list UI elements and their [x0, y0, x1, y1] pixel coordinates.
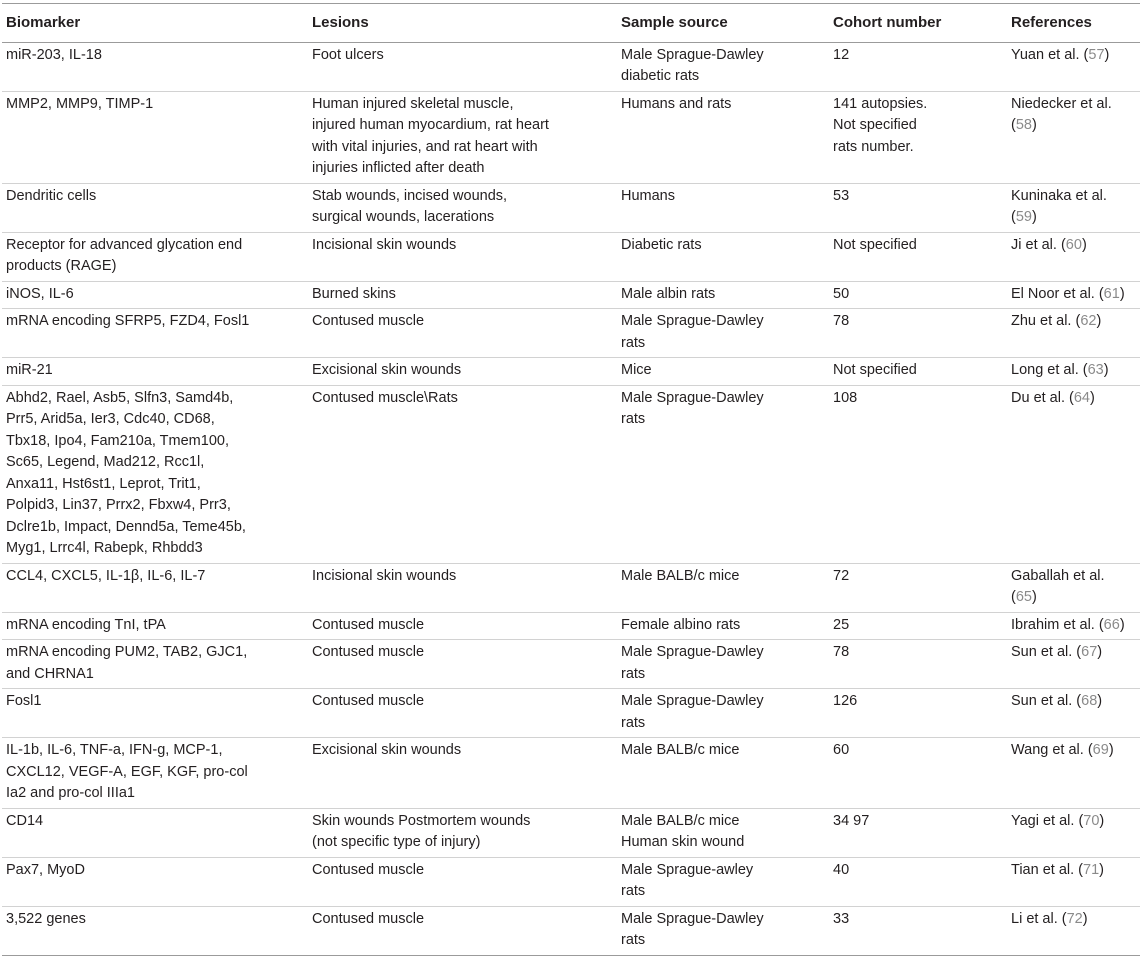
- biomarker-cell: Dendritic cells: [6, 187, 97, 204]
- reference-number-link[interactable]: 71: [1083, 861, 1100, 878]
- reference-authors: Gaballah et al. (: [1011, 567, 1105, 605]
- biomarker-cell: mRNA encoding PUM2, TAB2, GJC1, and CHRNA1: [6, 644, 248, 682]
- reference-authors: Niedecker et al. (: [1011, 95, 1112, 133]
- lesions-cell: Contused muscle: [312, 644, 425, 660]
- reference-number-link[interactable]: 63: [1087, 362, 1104, 378]
- biomarker-cell: miR-203, IL-18: [6, 46, 102, 63]
- biomarker-cell: Abhd2, Rael, Asb5, Slfn3, Samd4b, Prr5, Arid5a, Ier3, Cdc40, CD68, Tbx18, Ipo4, Fam210a, Tmem100, Sc65, Legend, Mad212, Rcc1l, Anxa11, Hst6st1, Leprot, Trit1, Polpid3, Lin37, Prrx2, Fbxw4, Prr3, Dclre1b, Impact, Dennd5a, Teme45b, Myg1, Lrrc4l, Rabepk, Rhbdd3: [6, 389, 246, 556]
- biomarker-cell: 3,522 genes: [6, 910, 86, 927]
- reference-cell: [1007, 232, 1140, 281]
- table-row: [2, 385, 1140, 563]
- table-row: [2, 281, 1140, 309]
- cohort-number-cell: 126: [833, 693, 858, 709]
- cohort-number-cell: 141 autopsies. Not specified rats number.: [833, 95, 928, 155]
- lesions-cell: Foot ulcers: [312, 46, 384, 63]
- table-row: [2, 640, 1140, 689]
- reference-close-paren: ): [1081, 236, 1087, 253]
- lesions-cell: Incisional skin wounds: [312, 567, 457, 584]
- biomarker-table: [2, 3, 1140, 956]
- reference-close-paren: ): [1097, 693, 1103, 709]
- reference-cell: [1007, 183, 1140, 232]
- lesions-cell: Contused muscle: [312, 616, 425, 633]
- reference-authors: Kuninaka et al. (: [1011, 187, 1107, 225]
- lesions-cell: Stab wounds, incised wounds, surgical wounds, lacerations: [312, 187, 508, 225]
- biomarker-cell: IL-1b, IL-6, TNF-a, IFN-g, MCP-1, CXCL12, VEGF-A, EGF, KGF, pro-col Ia2 and pro-col IIIa1: [6, 742, 248, 801]
- table-row: [2, 183, 1140, 232]
- lesions-cell: Contused muscle\Rats: [312, 389, 458, 406]
- lesions-cell: Contused muscle: [312, 693, 425, 709]
- reference-close-paren: ): [1096, 313, 1102, 329]
- reference-authors: Ibrahim et al. (: [1011, 616, 1104, 633]
- reference-cell: [1007, 808, 1140, 857]
- biomarker-cell: mRNA encoding SFRP5, FZD4, Fosl1: [6, 313, 250, 329]
- lesions-cell: Contused muscle: [312, 313, 425, 329]
- sample-source-cell: Male Sprague-Dawley diabetic rats: [621, 46, 764, 84]
- biomarker-cell: Fosl1: [6, 693, 42, 709]
- reference-authors: Sun et al. (: [1011, 693, 1082, 709]
- reference-authors: Li et al. (: [1011, 910, 1067, 927]
- reference-authors: Ji et al. (: [1011, 236, 1066, 253]
- table-row: [2, 563, 1140, 612]
- lesions-cell: Burned skins: [312, 285, 396, 302]
- reference-cell: [1007, 42, 1140, 91]
- reference-close-paren: ): [1097, 644, 1103, 660]
- table-row: [2, 42, 1140, 91]
- reference-cell: [1007, 358, 1140, 386]
- reference-cell: [1007, 563, 1140, 612]
- lesions-cell: Incisional skin wounds: [312, 236, 457, 253]
- sample-source-cell: Male Sprague-Dawley rats: [621, 644, 764, 682]
- reference-number-link[interactable]: 66: [1103, 616, 1120, 633]
- reference-close-paren: ): [1103, 362, 1109, 378]
- lesions-cell: Contused muscle: [312, 910, 425, 927]
- reference-close-paren: ): [1031, 209, 1037, 225]
- sample-source-cell: Humans and rats: [621, 95, 732, 112]
- header-lesions: Lesions: [312, 14, 369, 31]
- reference-close-paren: ): [1104, 46, 1110, 63]
- reference-close-paren: ): [1082, 910, 1088, 927]
- cohort-number-cell: Not specified: [833, 362, 917, 378]
- reference-authors: Yuan et al. (: [1011, 46, 1089, 63]
- reference-cell: [1007, 906, 1140, 955]
- reference-cell: [1007, 309, 1140, 358]
- table-row: [2, 689, 1140, 738]
- cohort-number-cell: 60: [833, 742, 850, 758]
- reference-cell: [1007, 612, 1140, 640]
- cohort-number-cell: 50: [833, 285, 850, 302]
- reference-number-link[interactable]: 67: [1081, 644, 1098, 660]
- table-row: [2, 309, 1140, 358]
- reference-authors: Long et al. (: [1011, 362, 1088, 378]
- reference-number-link[interactable]: 65: [1015, 589, 1032, 605]
- reference-number-link[interactable]: 59: [1015, 209, 1032, 225]
- biomarker-cell: MMP2, MMP9, TIMP-1: [6, 95, 154, 112]
- cohort-number-cell: 53: [833, 187, 850, 204]
- table-row: [2, 906, 1140, 955]
- lesions-cell: Excisional skin wounds: [312, 742, 462, 758]
- reference-authors: El Noor et al. (: [1011, 285, 1104, 302]
- reference-cell: [1007, 91, 1140, 183]
- reference-number-link[interactable]: 62: [1080, 313, 1097, 329]
- sample-source-cell: Male Sprague-Dawley rats: [621, 910, 764, 948]
- reference-cell: [1007, 857, 1140, 906]
- reference-close-paren: ): [1031, 117, 1037, 133]
- lesions-cell: Contused muscle: [312, 861, 425, 878]
- reference-authors: Wang et al. (: [1011, 742, 1093, 758]
- table-row: [2, 738, 1140, 809]
- reference-number-link[interactable]: 69: [1092, 742, 1109, 758]
- reference-cell: [1007, 281, 1140, 309]
- reference-number-link[interactable]: 64: [1073, 389, 1090, 406]
- sample-source-cell: Male Sprague-Dawley rats: [621, 313, 764, 351]
- reference-number-link[interactable]: 61: [1103, 285, 1120, 302]
- lesions-cell: Skin wounds Postmortem wounds (not specific type of injury): [312, 812, 531, 850]
- sample-source-cell: Male albin rats: [621, 285, 716, 302]
- sample-source-cell: Humans: [621, 187, 675, 204]
- reference-number-link[interactable]: 58: [1015, 117, 1032, 133]
- table-body: [2, 42, 1140, 955]
- header-references: References: [1011, 14, 1092, 31]
- cohort-number-cell: Not specified: [833, 236, 917, 253]
- cohort-number-cell: 78: [833, 313, 850, 329]
- cohort-number-cell: 108: [833, 389, 858, 406]
- reference-authors: Zhu et al. (: [1011, 313, 1081, 329]
- reference-close-paren: ): [1031, 589, 1037, 605]
- reference-close-paren: ): [1119, 616, 1125, 633]
- sample-source-cell: Male BALB/c mice: [621, 567, 740, 584]
- header-cohort-number: Cohort number: [833, 14, 942, 31]
- table-row: [2, 808, 1140, 857]
- sample-source-cell: Male Sprague-Dawley rats: [621, 693, 764, 731]
- biomarker-cell: Receptor for advanced glycation end products (RAGE): [6, 236, 243, 274]
- cohort-number-cell: 25: [833, 616, 850, 633]
- reference-cell: [1007, 385, 1140, 563]
- biomarker-cell: iNOS, IL-6: [6, 285, 74, 302]
- cohort-number-cell: 40: [833, 861, 850, 878]
- reference-number-link[interactable]: 70: [1083, 812, 1100, 829]
- sample-source-cell: Female albino rats: [621, 616, 741, 633]
- table-row: [2, 857, 1140, 906]
- reference-close-paren: ): [1099, 861, 1104, 878]
- header-row: [2, 4, 1140, 43]
- biomarker-cell: CD14: [6, 812, 44, 829]
- reference-cell: [1007, 689, 1140, 738]
- reference-cell: [1007, 738, 1140, 809]
- reference-authors: Yagi et al. (: [1011, 812, 1084, 829]
- sample-source-cell: Male BALB/c mice Human skin wound: [621, 812, 745, 850]
- biomarker-cell: CCL4, CXCL5, IL-1β, IL-6, IL-7: [6, 567, 206, 584]
- reference-number-link[interactable]: 72: [1066, 910, 1083, 927]
- reference-number-link[interactable]: 57: [1088, 46, 1105, 63]
- reference-number-link[interactable]: 68: [1081, 693, 1098, 709]
- table-row: [2, 612, 1140, 640]
- lesions-cell: Excisional skin wounds: [312, 362, 462, 378]
- sample-source-cell: Male Sprague-awley rats: [621, 861, 754, 899]
- biomarker-cell: miR-21: [6, 362, 53, 378]
- reference-authors: Du et al. (: [1011, 389, 1074, 406]
- reference-authors: Tian et al. (: [1011, 861, 1083, 878]
- reference-authors: Sun et al. (: [1011, 644, 1082, 660]
- biomarker-cell: Pax7, MyoD: [6, 861, 85, 878]
- table-row: [2, 91, 1140, 183]
- cohort-number-cell: 12: [833, 46, 850, 63]
- sample-source-cell: Male Sprague-Dawley rats: [621, 389, 764, 427]
- reference-cell: [1007, 640, 1140, 689]
- cohort-number-cell: 78: [833, 644, 850, 660]
- cohort-number-cell: 33: [833, 910, 850, 927]
- reference-number-link[interactable]: 60: [1065, 236, 1082, 253]
- cohort-number-cell: 34 97: [833, 812, 870, 829]
- table-header: [2, 4, 1140, 43]
- sample-source-cell: Male BALB/c mice: [621, 742, 740, 758]
- header-sample-source: Sample source: [621, 14, 728, 31]
- biomarker-cell: mRNA encoding TnI, tPA: [6, 616, 166, 633]
- table-row: [2, 358, 1140, 386]
- reference-close-paren: ): [1119, 285, 1125, 302]
- reference-close-paren: ): [1099, 812, 1105, 829]
- sample-source-cell: Diabetic rats: [621, 236, 702, 253]
- reference-close-paren: ): [1090, 389, 1095, 406]
- lesions-cell: Human injured skeletal muscle, injured human myocardium, rat heart with vital injuries, and rat heart with injuries inflicted after death: [312, 95, 549, 176]
- table-row: [2, 232, 1140, 281]
- header-biomarker: Biomarker: [6, 14, 81, 31]
- cohort-number-cell: 72: [833, 567, 850, 584]
- reference-close-paren: ): [1108, 742, 1114, 758]
- sample-source-cell: Mice: [621, 362, 652, 378]
